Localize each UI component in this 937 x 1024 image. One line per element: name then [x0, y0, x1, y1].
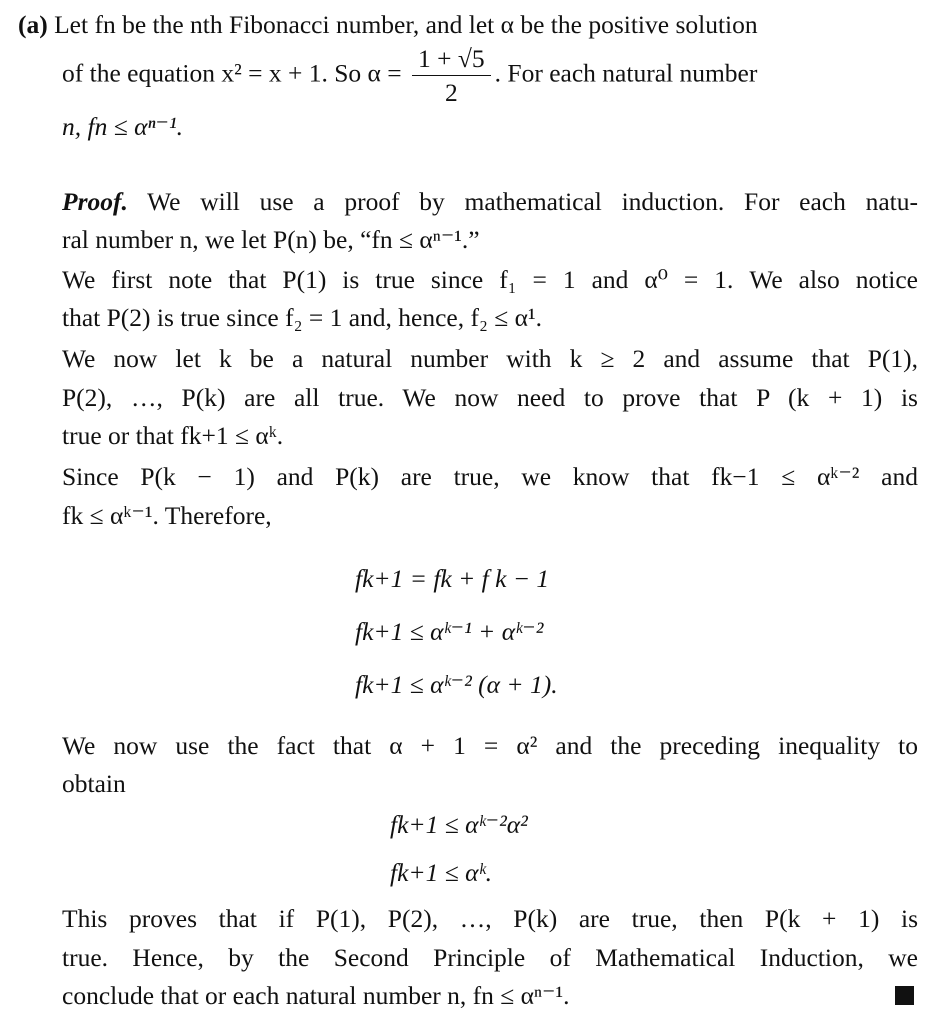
- proof-line-1: [62, 189, 918, 215]
- theorem-line-1: [18, 12, 758, 38]
- equation-3: fk+1 ≤ αᵏ⁻² (α + 1).: [355, 670, 558, 699]
- theorem-line-2-pre: of the equation x² = x + 1. So α =: [62, 58, 402, 88]
- equation-2: fk+1 ≤ αᵏ⁻¹ + αᵏ⁻²: [355, 617, 544, 646]
- theorem-line-1-text: Let fn be the nth Fibonacci number, and let α be the positive solution: [54, 10, 758, 39]
- qed-square-icon: [895, 986, 914, 1005]
- proof-line-11: obtain: [62, 769, 126, 798]
- proof-line-1-text: We will use a proof by mathematical induction. For each natu-: [147, 187, 918, 216]
- theorem-line-2: [62, 46, 757, 105]
- theorem-line-3: n, fn ≤ αⁿ⁻¹.: [62, 112, 183, 141]
- proof-line-10: We now use the fact that α + 1 = α² and the preceding inequality to: [62, 731, 918, 760]
- fraction-denominator: 2: [444, 77, 458, 107]
- proof-line-3: We first note that P(1) is true since f₁ = 1 and α⁰ = 1. We also notice: [62, 265, 918, 294]
- proof-line-13: true. Hence, by the Second Principle of Mathematical Induction, we: [62, 943, 918, 972]
- proof-line-8: Since P(k − 1) and P(k) are true, we know that fk−1 ≤ αᵏ⁻² and: [62, 462, 918, 491]
- golden-ratio-fraction: [412, 46, 491, 105]
- proof-line-7: true or that fk+1 ≤ αᵏ.: [62, 421, 284, 450]
- proof-heading: Proof.: [62, 187, 128, 216]
- proof-line-6: P(2), …, P(k) are all true. We now need to prove that P (k + 1) is: [62, 383, 918, 412]
- proof-line-5: We now let k be a natural number with k ≥ 2 and assume that P(1),: [62, 344, 918, 373]
- proof-line-4: that P(2) is true since f₂ = 1 and, hence, f₂ ≤ α¹.: [62, 303, 542, 332]
- fraction-numerator: 1 + √5: [412, 46, 491, 76]
- equation-4: fk+1 ≤ αᵏ⁻²α²: [390, 810, 528, 839]
- proof-line-14: conclude that or each natural number n, fn ≤ αⁿ⁻¹.: [62, 981, 570, 1010]
- equation-5: fk+1 ≤ αᵏ.: [390, 858, 493, 887]
- theorem-label: (a): [18, 10, 48, 39]
- theorem-line-2-post: . For each natural number: [494, 58, 758, 88]
- proof-line-12: This proves that if P(1), P(2), …, P(k) are true, then P(k + 1) is: [62, 904, 918, 933]
- proof-line-2: ral number n, we let P(n) be, “fn ≤ αⁿ⁻¹.”: [62, 225, 480, 254]
- proof-line-9: fk ≤ αᵏ⁻¹. Therefore,: [62, 501, 272, 530]
- equation-1: fk+1 = fk + f k − 1: [355, 564, 550, 593]
